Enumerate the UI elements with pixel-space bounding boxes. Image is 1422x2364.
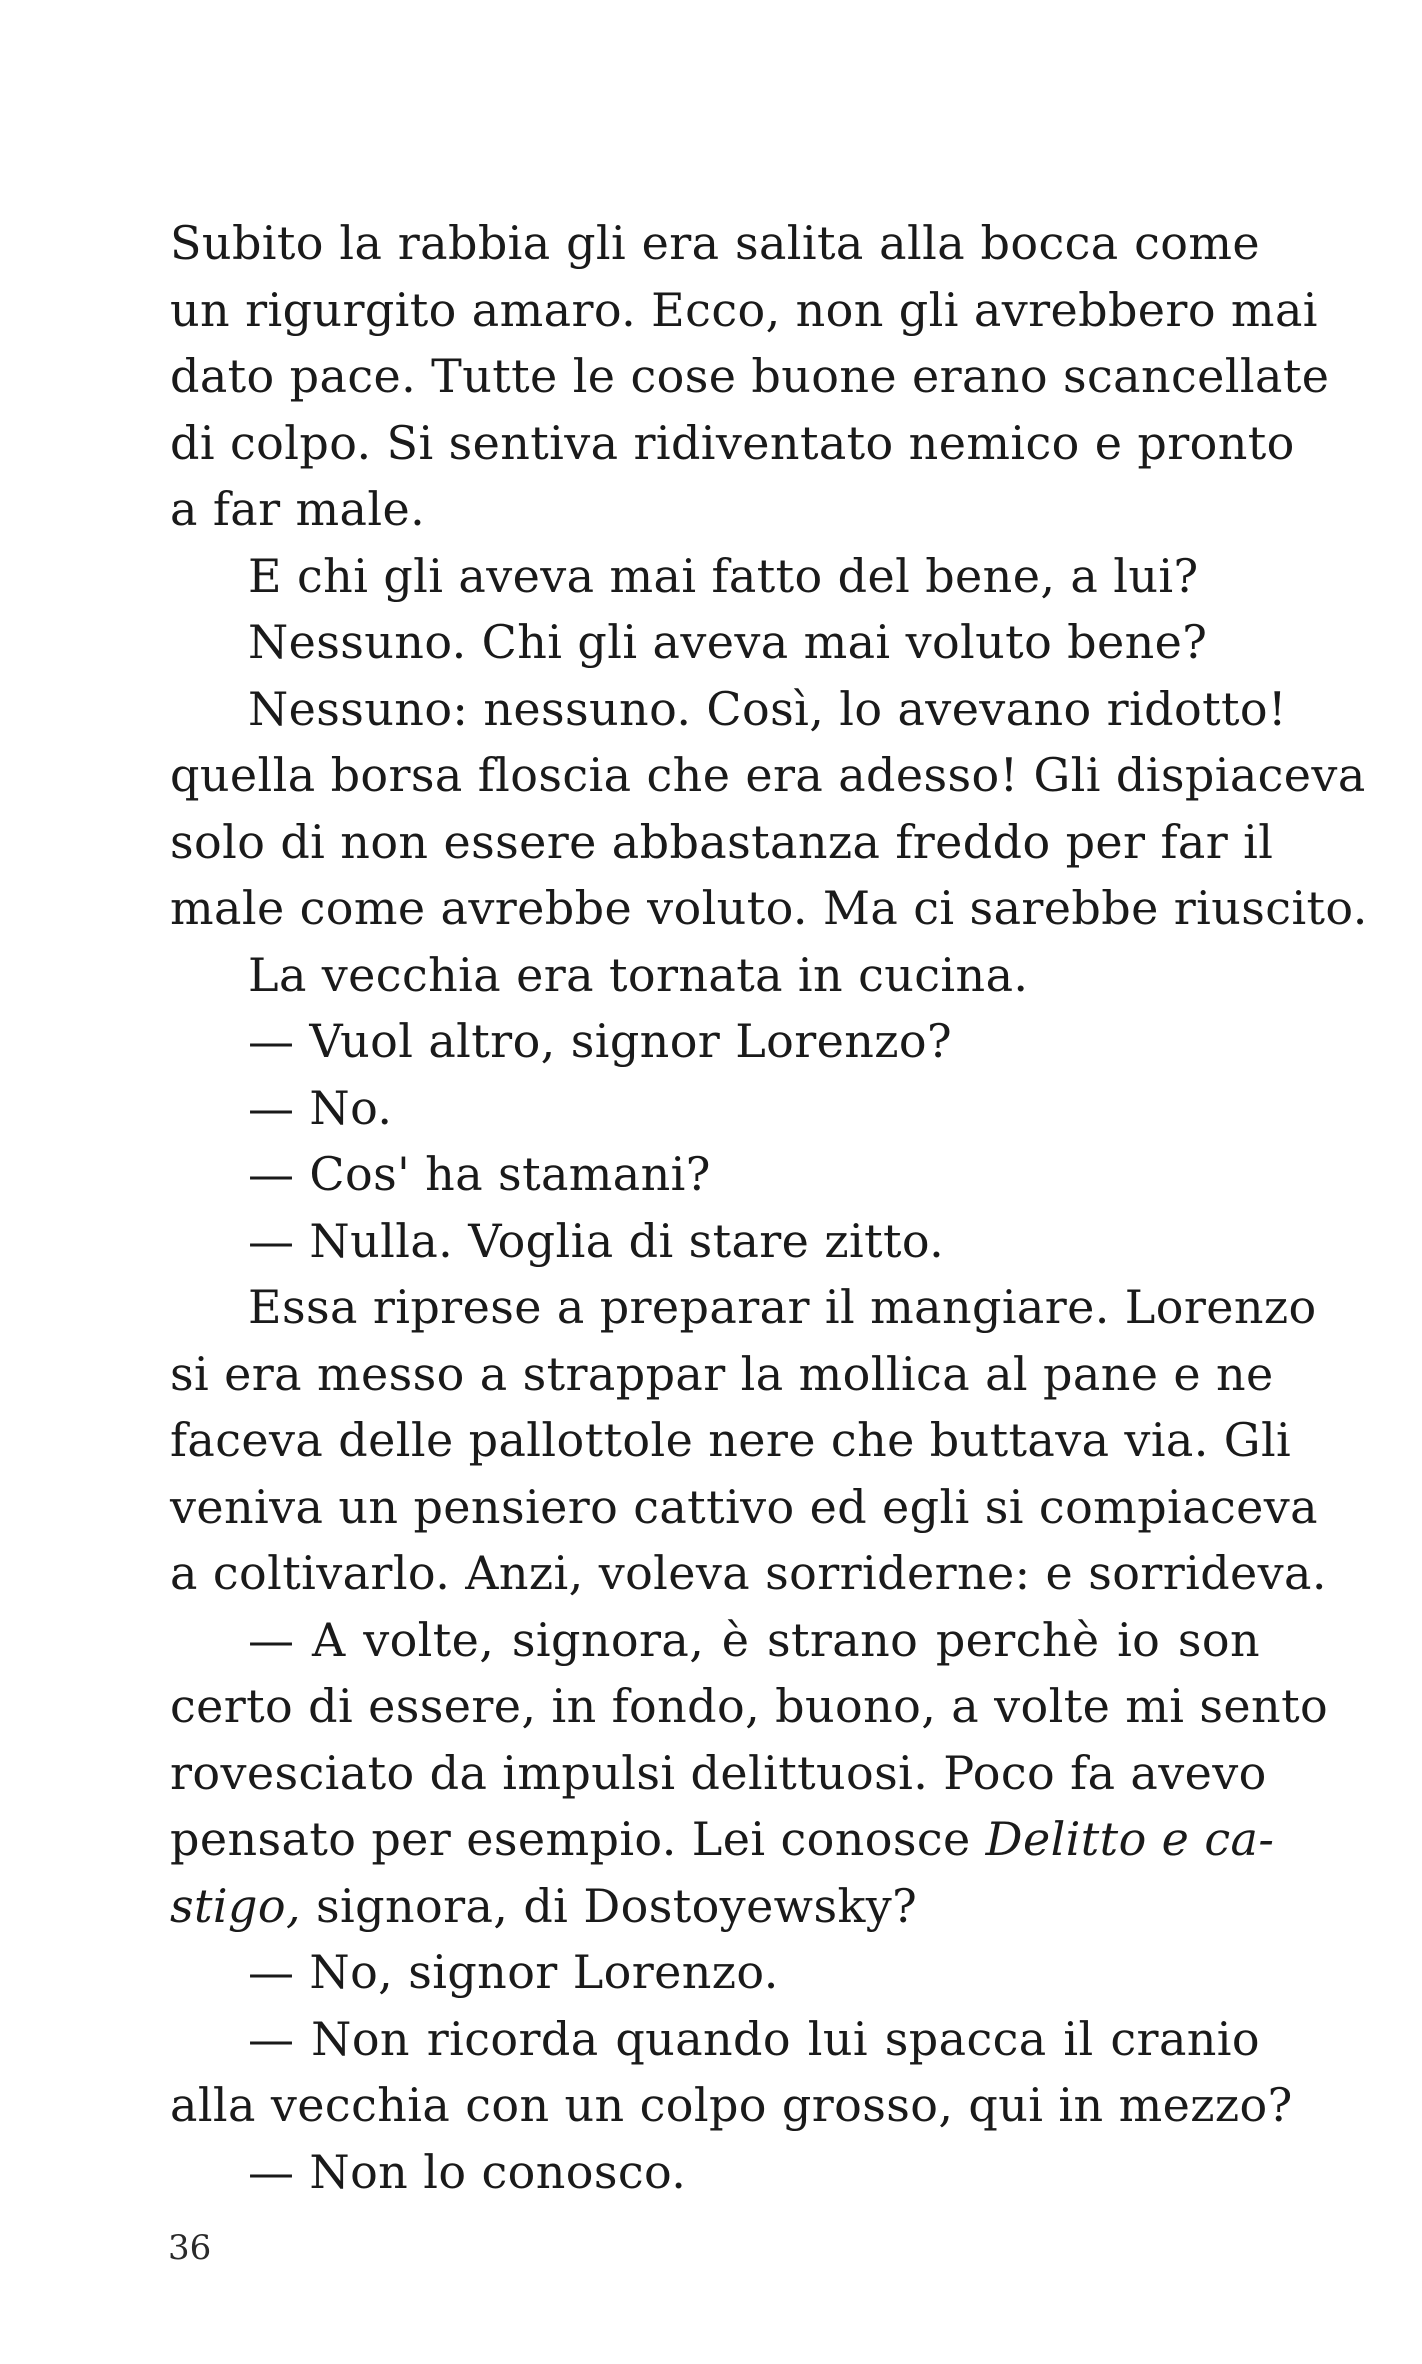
text-segment: signora, di Dostoyewsky? [300,1878,918,1933]
dialogue-line: — Vuol altro, signor Lorenzo? [248,1014,953,1068]
dialogue-line: — No, signor Lorenzo. [248,1945,779,1999]
text-line: un rigurgito amaro. Ecco, non gli avrebbero mai [170,282,1318,337]
text-line: si era messo a strappar la mollica al pane e ne [170,1346,1274,1401]
text-line: di colpo. Si sentiva ridiventato nemico e pronto [170,415,1295,470]
italic-title: stigo, [170,1878,301,1933]
text-line [170,1806,1275,1873]
dialogue-line: — A volte, signora, è strano perchè io son [248,1612,1260,1667]
text-line: Essa riprese a preparar il mangiare. Lorenzo [248,1280,1317,1334]
page-number: 36 [168,2228,212,2268]
text-line: faceva delle pallottole nere che buttava via. Gli [170,1413,1292,1467]
text-line: solo di non essere abbastanza freddo per far il [170,814,1274,869]
italic-title: Delitto e ca- [985,1812,1275,1866]
text-line: veniva un pensiero cattivo ed egli si compiaceva [170,1479,1318,1534]
dialogue-line: — Cos' ha stamani? [248,1147,711,1201]
dialogue-line: — Non lo conosco. [248,2144,687,2199]
dialogue-line: — Non ricorda quando lui spacca il cranio [248,2011,1260,2066]
text-line: Nessuno. Chi gli aveva mai voluto bene? [248,615,1208,669]
text-line: E chi gli aveva mai fatto del bene, a lui? [248,548,1199,603]
dialogue-line: — No. [248,1080,393,1135]
text-line: alla vecchia con un colpo grosso, qui in mezzo? [170,2078,1293,2132]
text-line: Subito la rabbia gli era salita alla bocca come [170,216,1260,270]
text-line: a far male. [170,482,426,536]
text-line: dato pace. Tutte le cose buone erano scancellate [170,349,1330,403]
body-text [170,210,1368,2205]
dialogue-line: — Nulla. Voglia di stare zitto. [248,1213,945,1268]
text-line: certo di essere, in fondo, buono, a volte mi sento [170,1679,1329,1733]
text-line: quella borsa floscia che era adesso! Gli dispiaceva [170,748,1366,802]
text-line: a coltivarlo. Anzi, voleva sorriderne: e sorrideva. [170,1546,1327,1600]
text-line [170,1873,1260,1940]
text-line: rovesciato da impulsi delittuosi. Poco fa avevo [170,1745,1267,1800]
text-line: Nessuno: nessuno. Così, lo avevano ridotto! [248,681,1287,736]
text-segment: pensato per esempio. Lei conosce [170,1812,986,1866]
text-line: La vecchia era tornata in cucina. [248,947,1029,1002]
text-line: male come avrebbe voluto. Ma ci sarebbe riuscito. [170,881,1368,935]
